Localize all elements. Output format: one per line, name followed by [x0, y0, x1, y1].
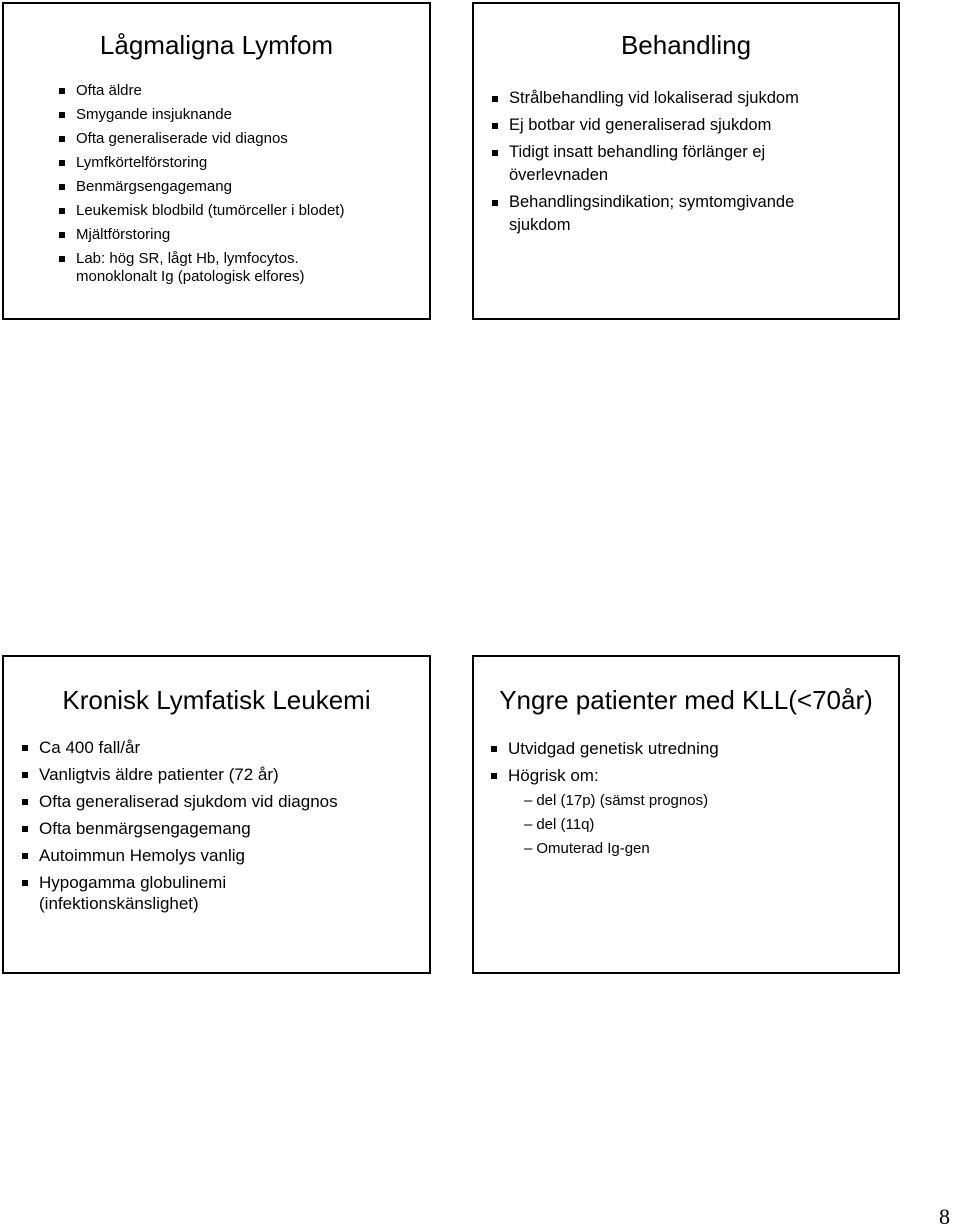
slide-title: Yngre patienter med KLL(<70år)	[499, 685, 873, 715]
sub-list-item	[524, 792, 884, 810]
list-item: Ofta äldre	[76, 82, 426, 100]
slide-title: Lågmaligna Lymfom	[99, 30, 334, 60]
list-item: Behandlingsindikation; symtomgivande sjukdom	[509, 191, 889, 237]
list-item: Högrisk om:	[508, 765, 888, 786]
list-item: Lab: hög SR, lågt Hb, lymfocytos. monoklonalt Ig (patologisk elfores)	[76, 250, 426, 286]
slide-behandling	[472, 2, 900, 320]
list-item: Hypogamma globulinemi (infektionskänslighet)	[39, 872, 429, 914]
list-item: Benmärgsengagemang	[76, 178, 426, 196]
list-item: Leukemisk blodbild (tumörceller i blodet)	[76, 202, 426, 220]
page-number: 8	[939, 1204, 950, 1229]
sub-list-item-text: del (11q)	[536, 816, 595, 833]
list-item: Ofta generaliserad sjukdom vid diagnos	[39, 791, 429, 812]
list-item: Utvidgad genetisk utredning	[508, 738, 888, 759]
list-item: Strålbehandling vid lokaliserad sjukdom	[509, 87, 889, 110]
bullet-list	[508, 738, 888, 792]
list-item: Ofta benmärgsengagemang	[39, 818, 429, 839]
list-item: Ej botbar vid generaliserad sjukdom	[509, 114, 889, 137]
dash-marker: –	[524, 816, 533, 833]
slide-kronisk-lymfatisk-leukemi	[2, 655, 431, 974]
sub-list-item-text: Omuterad Ig-gen	[536, 840, 650, 857]
sub-bullet-list	[524, 792, 884, 864]
bullet-list	[39, 737, 429, 920]
list-item: Lymfkörtelförstoring	[76, 154, 426, 172]
list-item: Autoimmun Hemolys vanlig	[39, 845, 429, 866]
list-item: Vanligtvis äldre patienter (72 år)	[39, 764, 429, 785]
list-item: Tidigt insatt behandling förlänger ej överlevnaden	[509, 141, 889, 187]
bullet-list	[76, 82, 426, 292]
slide-title: Behandling	[620, 30, 752, 60]
slide-yngre-patienter	[472, 655, 900, 974]
list-item: Smygande insjuknande	[76, 106, 426, 124]
dash-marker: –	[524, 792, 533, 809]
sub-list-item	[524, 840, 884, 858]
list-item: Ca 400 fall/år	[39, 737, 429, 758]
sub-list-item-text: del (17p) (sämst prognos)	[536, 792, 709, 809]
dash-marker: –	[524, 840, 533, 857]
bullet-list	[509, 87, 889, 241]
slide-title: Kronisk Lymfatisk Leukemi	[62, 685, 371, 715]
list-item: Mjältförstoring	[76, 226, 426, 244]
slide-lagmaligna-lymfom	[2, 2, 431, 320]
list-item: Ofta generaliserade vid diagnos	[76, 130, 426, 148]
sub-list-item	[524, 816, 884, 834]
